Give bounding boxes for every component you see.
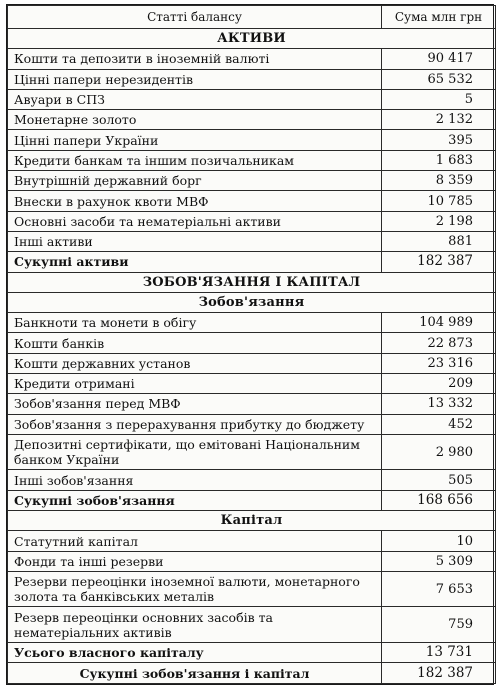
row-label: Інші зобов'язання [8, 470, 382, 490]
table-row [8, 130, 496, 150]
table-row [8, 607, 496, 643]
row-value: 13 731 [382, 643, 496, 663]
row-value: 2 980 [382, 434, 496, 470]
row-label: Інші активи [8, 231, 382, 251]
row-label: Резерви переоцінки іноземної валюти, монетарного золота та банківських металів [8, 571, 382, 607]
row-label: Цінні папери нерезидентів [8, 69, 382, 89]
table-row [8, 374, 496, 394]
row-value: 22 873 [382, 333, 496, 353]
table-row [8, 313, 496, 333]
row-label: Кредити отримані [8, 374, 382, 394]
row-label: Сукупні активи [8, 252, 382, 272]
table-row [8, 470, 496, 490]
table-row [8, 211, 496, 231]
row-label: Сукупні зобов'язання і капітал [8, 663, 382, 684]
row-label: Основні засоби та нематеріальні активи [8, 211, 382, 231]
row-label: Депозитні сертифікати, що емітовані Національним банком України [8, 434, 382, 470]
row-label: Внески в рахунок квоти МВФ [8, 191, 382, 211]
table-body [8, 29, 496, 684]
row-value: 182 387 [382, 252, 496, 272]
row-value: 2 132 [382, 110, 496, 130]
row-label: Банкноти та монети в обігу [8, 313, 382, 333]
row-value: 23 316 [382, 353, 496, 373]
row-value: 209 [382, 374, 496, 394]
table-row [8, 69, 496, 89]
row-value: 452 [382, 414, 496, 434]
row-label: Кошти банків [8, 333, 382, 353]
table-row [8, 49, 496, 69]
section-title: ЗОБОВ'ЯЗАННЯ І КАПІТАЛ [8, 272, 496, 292]
section-assets [8, 29, 496, 49]
balance-sheet [6, 4, 494, 685]
table-header-row [8, 6, 496, 29]
row-label: Внутрішній державний борг [8, 171, 382, 191]
section-title: АКТИВИ [8, 29, 496, 49]
section-title: Капітал [8, 511, 496, 531]
row-label: Цінні папери України [8, 130, 382, 150]
section-liabilities [8, 292, 496, 312]
row-value: 10 [382, 531, 496, 551]
grand-total-row [8, 663, 496, 684]
table-row [8, 414, 496, 434]
table-row [8, 353, 496, 373]
section-liabilities-and-capital [8, 272, 496, 292]
balance-table [7, 5, 496, 684]
row-label: Резерв переоцінки основних засобів та нематеріальних активів [8, 607, 382, 643]
row-value: 13 332 [382, 394, 496, 414]
row-value: 505 [382, 470, 496, 490]
row-value: 5 309 [382, 551, 496, 571]
row-label: Кредити банкам та іншим позичальникам [8, 150, 382, 170]
row-value: 65 532 [382, 69, 496, 89]
header-value-column: Сума млн грн [382, 6, 496, 29]
row-value: 5 [382, 89, 496, 109]
row-value: 395 [382, 130, 496, 150]
row-label: Усього власного капіталу [8, 643, 382, 663]
row-value: 7 653 [382, 571, 496, 607]
total-assets-row [8, 252, 496, 272]
section-capital [8, 511, 496, 531]
row-value: 182 387 [382, 663, 496, 684]
table-row [8, 571, 496, 607]
row-label: Кошти державних установ [8, 353, 382, 373]
total-capital-row [8, 643, 496, 663]
table-row [8, 89, 496, 109]
row-label: Сукупні зобов'язання [8, 490, 382, 510]
header-label-column: Статті балансу [8, 6, 382, 29]
row-label: Зобов'язання перед МВФ [8, 394, 382, 414]
row-value: 90 417 [382, 49, 496, 69]
row-label: Кошти та депозити в іноземній валюті [8, 49, 382, 69]
table-row [8, 333, 496, 353]
row-value: 1 683 [382, 150, 496, 170]
table-row [8, 394, 496, 414]
section-title: Зобов'язання [8, 292, 496, 312]
table-row [8, 110, 496, 130]
row-value: 10 785 [382, 191, 496, 211]
table-row [8, 171, 496, 191]
row-value: 168 656 [382, 490, 496, 510]
row-value: 2 198 [382, 211, 496, 231]
row-label: Статутний капітал [8, 531, 382, 551]
row-value: 759 [382, 607, 496, 643]
row-label: Зобов'язання з перерахування прибутку до бюджету [8, 414, 382, 434]
table-row [8, 231, 496, 251]
total-liabilities-row [8, 490, 496, 510]
row-label: Авуари в СПЗ [8, 89, 382, 109]
row-label: Фонди та інші резерви [8, 551, 382, 571]
table-row [8, 150, 496, 170]
row-value: 881 [382, 231, 496, 251]
table-row [8, 434, 496, 470]
row-value: 104 989 [382, 313, 496, 333]
row-label: Монетарне золото [8, 110, 382, 130]
row-value: 8 359 [382, 171, 496, 191]
table-row [8, 191, 496, 211]
table-row [8, 551, 496, 571]
table-row [8, 531, 496, 551]
